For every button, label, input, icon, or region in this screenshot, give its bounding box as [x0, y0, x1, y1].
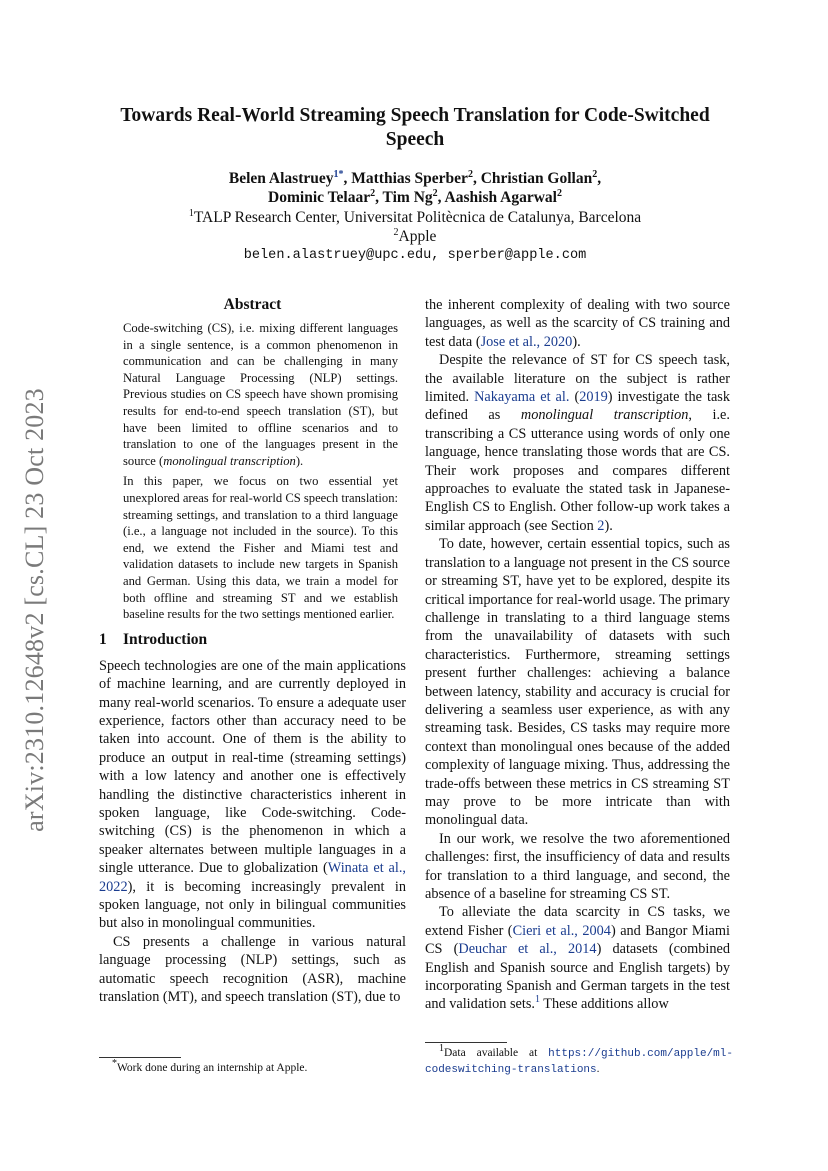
citation-year-link[interactable]: 2019	[579, 389, 608, 406]
section-heading: 1 Introduction	[99, 630, 208, 648]
footnote-left: *Work done during an internship at Apple.	[112, 1058, 308, 1074]
abstract-heading: Abstract	[223, 296, 282, 313]
github-url-link[interactable]: https://github.com/apple/ml-codeswitching-translations	[425, 1048, 733, 1076]
paper-title: Towards Real-World Streaming Speech Translation for Code-Switched Speech	[120, 105, 710, 150]
body-paragraph: To date, however, certain essential topics, such as translation to a language not present in the CS source or streaming ST, have yet to be explored, despite its critical importance for real-world usage. The primary challenge in translating to a third language stems from the unavailability of datasets with such characteristics. Furthermore, streaming settings present further challenges: achieving a balance between latency, stability and accuracy is crucial for delivering a seamless user experience, as with any streaming task. Besides, CS tasks may require more context than monolingual ones because of the added complexity of language mixing. Thus, addressing the trade-offs between these metrics in CS streaming ST may prove to be more intricate than with monolingual data.	[425, 536, 731, 829]
intro-body-right	[425, 296, 730, 1014]
body-paragraph: Despite the relevance of ST for CS speech task, the available literature on the subject is rather limited. Nakayama et al. (2019) investigate the task defined as monolingual transcription, i.e. transcribing a CS utterance using words of only one language, hence translating those words that are CS. Their work proposes and compares different approaches to evaluate the stated task in Japanese-English CS to English. Other follow-up work takes a similar approach (see Section 2).	[425, 352, 730, 534]
affiliations: $^1$TALP Research Center, Universitat Politècnica de Catalunya, Barcelona $^2$Apple	[188, 207, 642, 245]
intro-body-left	[99, 657, 406, 1007]
body-paragraph: the inherent complexity of dealing with two source languages, as well as the scarcity of CS training and test data (Jose et al., 2020).	[425, 297, 730, 350]
right-column	[425, 296, 730, 1014]
author-list: Belen Alastruey$^{1*}$, Matthias Sperber$^2$, Christian Gollan$^2$, Dominic Telaar$^2$, Tim Ng$^2$, Aashish Agarwal$^2$	[228, 168, 602, 206]
citation-link[interactable]: Cieri et al., 2004	[512, 922, 611, 939]
arxiv-identifier: arXiv:2310.12648v2 [cs.CL] 23 Oct 2023	[20, 388, 49, 832]
citation-link[interactable]: Winata et al., 2022	[99, 860, 406, 895]
body-paragraph: In our work, we resolve the two aforementioned challenges: first, the insufficiency of data and results for translation to a third language, and second, the absence of a baseline for streaming CS ST.	[425, 830, 730, 902]
abstract	[99, 296, 406, 623]
body-paragraph: Speech technologies are one of the main applications of machine learning, and are currently deployed in many real-world scenarios. To ensure a adequate user experience, factors other than accuracy need to be taken into account. One of them is the ability to produce an output in real-time (streaming settings) with a low latency and another one is effectively handling the distinctive characteristics inherent in spoken language, like Code-switching. Code-switching (CS) is the phenomenon in which a speaker alternates between multiple languages in a single utterance. Due to globalization (Winata et al., 2022), it is becoming increasingly prevalent in spoken language, not only in bilingual communities but also in monolingual communities.	[99, 657, 406, 932]
citation-link[interactable]: Nakayama et al.	[474, 389, 570, 406]
citation-link[interactable]: Deuchar et al., 2014	[458, 941, 597, 958]
section-link[interactable]: 2	[597, 517, 605, 534]
footnote-marker[interactable]: 1	[534, 994, 540, 1006]
author-footnote-link[interactable]: 1*	[333, 168, 344, 180]
footnote-rule	[425, 1042, 507, 1043]
left-column	[99, 296, 406, 1006]
abstract-paragraph: Code-switching (CS), i.e. mixing different languages in a single sentence, is a common phenomenon in communication and can be challenging in many Natural Language Processing (NLP) settings. Previous studies on CS speech have shown promising results for end-to-end speech translation (ST), but have been limited to offline scenarios and to translation to one of the languages present in the source (monolingual transcription).	[123, 321, 398, 468]
author-emails[interactable]: belen.alastruey@upc.edu, sperber@apple.com	[243, 248, 587, 263]
citation-link[interactable]: Jose et al., 2020	[480, 333, 573, 350]
footnote-right: $^1$Data available at https://github.com/apple/ml-codeswitching-translations.	[425, 1043, 733, 1076]
body-paragraph: CS presents a challenge in various natural language processing (NLP) settings, such as automatic speech recognition (ASR), machine translation (MT), and speech translation (ST), due to	[99, 933, 406, 1005]
abstract-paragraph: In this paper, we focus on two essential yet unexplored areas for real-world CS speech translation: streaming settings, and translation to a third language (i.e., a language not included in the source). To this end, we extend the Fisher and Miami test and validation datasets to include new targets in Spanish and German. Using this data, we train a model for both offline and streaming ST and we establish baseline results for the two settings mentioned earlier.	[123, 474, 398, 622]
body-paragraph: To alleviate the data scarcity in CS tasks, we extend Fisher (Cieri et al., 2004) and Bangor Miami CS (Deuchar et al., 2014) datasets (combined English and Spanish source and English targets) by incorporating Spanish and German targets in the test and validation sets.$^1$ These additions allow	[425, 904, 730, 1013]
